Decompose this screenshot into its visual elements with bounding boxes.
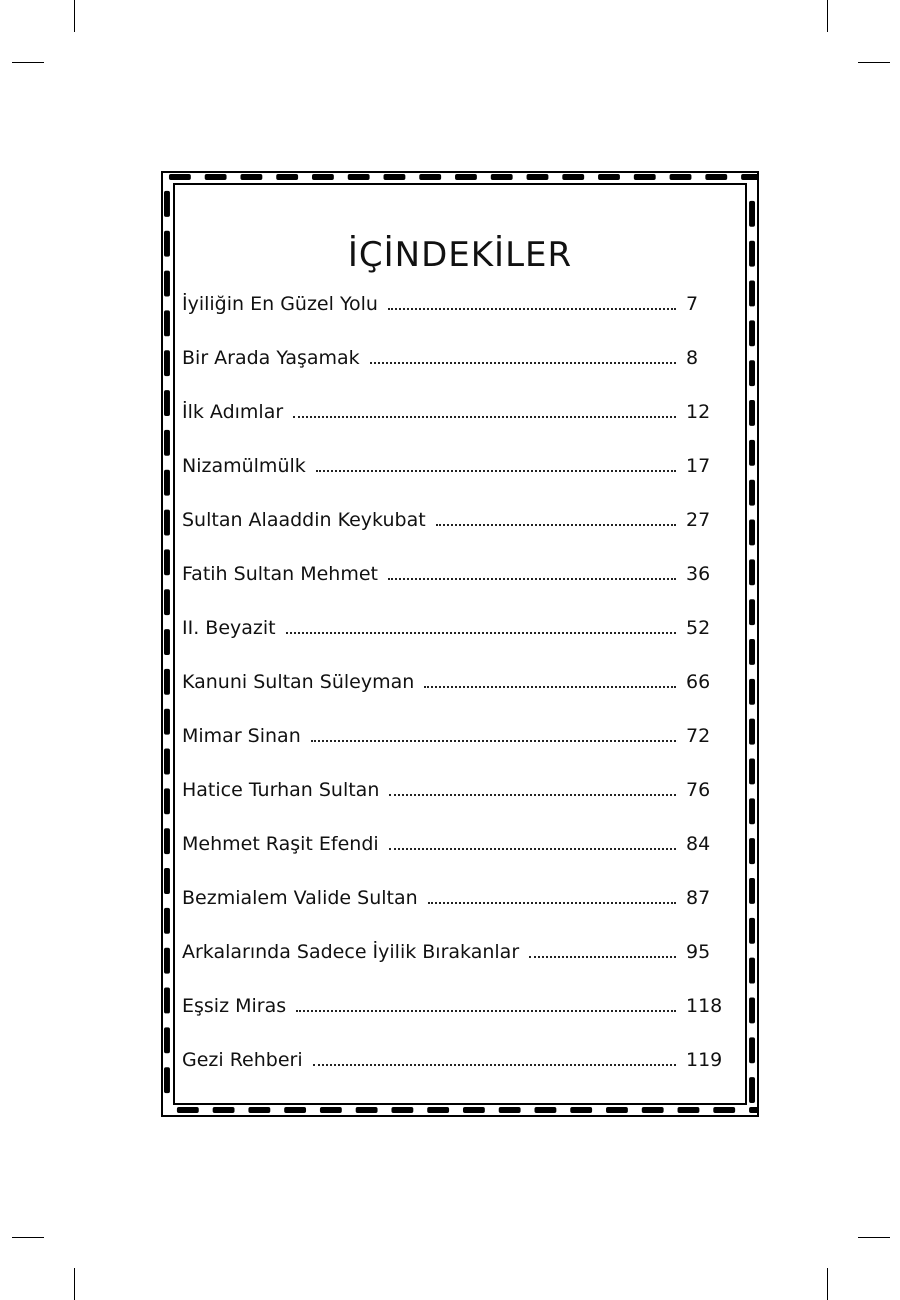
crop-mark [858,1237,890,1238]
toc-entry-page: 72 [686,725,711,747]
toc-entry [182,671,720,725]
toc-entry-page: 12 [686,401,711,423]
dot-leader [388,308,676,310]
dot-leader [389,848,676,850]
toc-entry-page: 36 [686,563,711,585]
dot-leader [296,1010,676,1012]
toc-entry-title: Fatih Sultan Mehmet [182,563,378,585]
dot-leader [370,362,676,364]
toc-entry-page: 52 [686,617,711,639]
toc-entry [182,833,720,887]
crop-mark [858,62,890,63]
toc-entry-page: 118 [686,995,723,1017]
crop-mark [827,1268,828,1300]
crop-mark [74,0,75,32]
decorative-frame [161,171,759,1117]
dot-leader [286,632,676,634]
toc-entry-page: 7 [686,293,699,315]
toc-entry-title: Nizamülmülk [182,455,306,477]
crop-mark [12,1237,44,1238]
toc-entry-page: 8 [686,347,699,369]
toc-entry-page: 27 [686,509,711,531]
crop-mark [827,0,828,32]
toc-entry-title: Bezmialem Valide Sultan [182,887,418,909]
toc-entry-page: 17 [686,455,711,477]
toc-entry [182,941,720,995]
toc-entry [182,779,720,833]
dot-leader [316,470,676,472]
toc-entry-title: Mehmet Raşit Efendi [182,833,379,855]
toc-entry [182,293,720,347]
page-title: İÇİNDEKİLER [347,235,573,275]
dot-leader [529,956,676,958]
toc-entry-title: Bir Arada Yaşamak [182,347,360,369]
crop-mark [74,1268,75,1300]
toc-entry-title: Arkalarında Sadece İyilik Bırakanlar [182,941,520,963]
dot-leader [436,524,676,526]
toc-entry-title: II. Beyazit [182,617,276,639]
toc-entry-page: 119 [686,1049,723,1071]
dot-leader [388,578,676,580]
toc-panel [173,183,747,1105]
toc-entry [182,563,720,617]
toc-entry-page: 66 [686,671,711,693]
toc-entry-title: Hatice Turhan Sultan [182,779,380,801]
toc-entry-page: 87 [686,887,711,909]
toc-entry [182,455,720,509]
toc-entry [182,347,720,401]
toc-entry-page: 76 [686,779,711,801]
toc-entry [182,1049,723,1103]
dot-leader [389,794,676,796]
dot-leader [424,686,676,688]
toc-entry-title: Kanuni Sultan Süleyman [182,671,415,693]
toc-entry-page: 95 [686,941,711,963]
dot-leader [293,416,676,418]
toc-entry [182,995,723,1049]
toc-entry-title: İyiliğin En Güzel Yolu [182,293,378,315]
toc-entry [182,509,720,563]
toc-entry [182,725,720,779]
toc-entry-page: 84 [686,833,711,855]
dot-leader [311,740,676,742]
toc-entry-title: Eşsiz Miras [182,995,287,1017]
toc-list [182,293,723,1103]
toc-entry-title: Sultan Alaaddin Keykubat [182,509,426,531]
toc-entry-title: İlk Adımlar [182,401,284,423]
dot-leader [428,902,676,904]
toc-entry [182,617,720,671]
toc-entry [182,401,720,455]
toc-entry [182,887,720,941]
toc-entry-title: Gezi Rehberi [182,1049,303,1071]
crop-mark [12,62,44,63]
dot-leader [313,1064,676,1066]
toc-entry-title: Mimar Sinan [182,725,301,747]
